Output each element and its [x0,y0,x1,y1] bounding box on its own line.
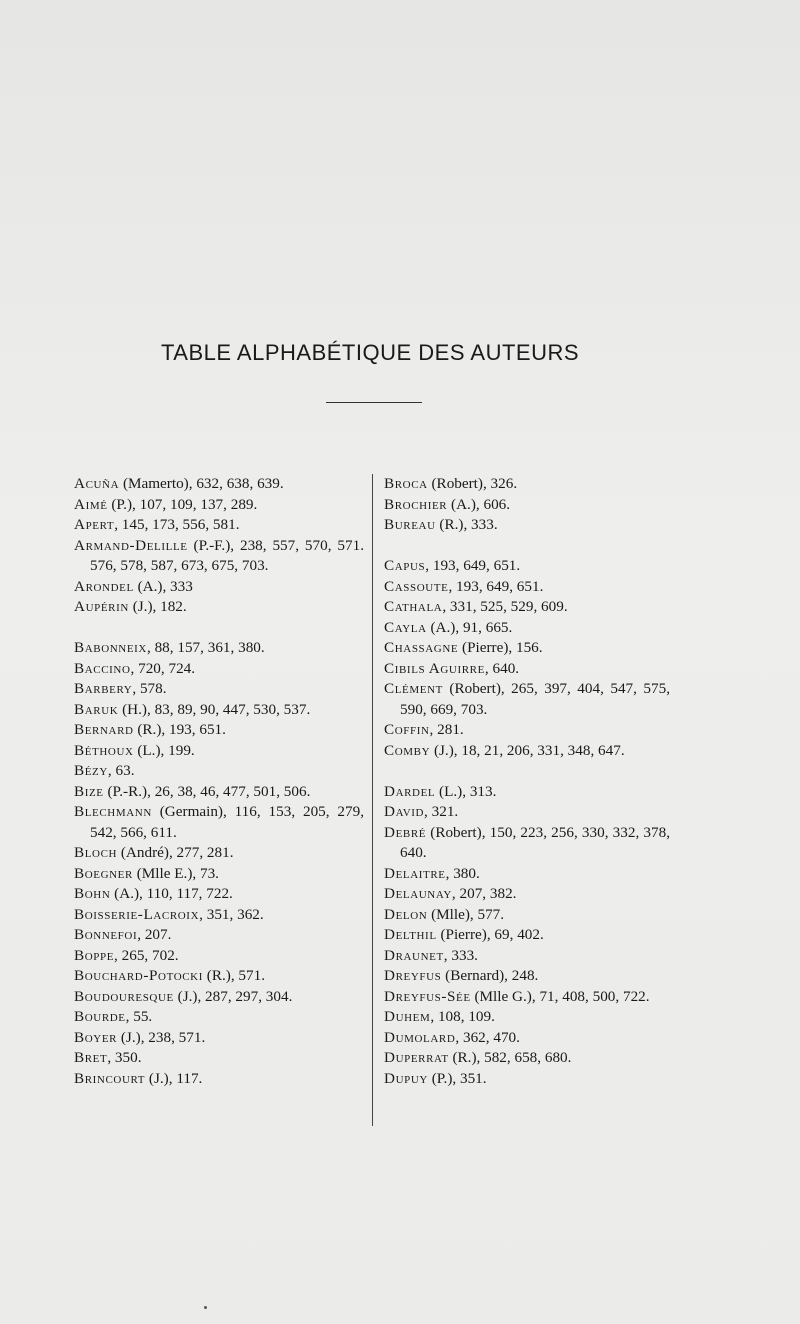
author-name: Boegner [74,864,133,882]
author-name: Coffin [384,721,430,738]
author-name: Bret [74,1049,108,1066]
index-entry [74,966,364,987]
page-references: (A.), 91, 665. [426,618,513,636]
page-references: , 351, 362. [199,905,264,923]
index-entry [74,905,364,926]
author-name: Dumolard [384,1028,456,1046]
author-name: Armand-Delille [74,536,188,554]
author-name: Dupuy [384,1069,428,1087]
index-entry [74,802,364,843]
index-entry [384,864,670,885]
author-name: Blechmann [74,803,152,820]
index-entry [74,1048,364,1069]
page-references: (J.), 287, 297, 304. [173,987,293,1005]
index-entry [384,659,670,680]
author-name: Capus [384,557,426,574]
index-entry [74,536,364,577]
page-references: (L.), 199. [133,741,195,759]
page-references: (Robert), 265, 397, 404, 547, 575, 590, 669, 703. [400,680,670,718]
index-entry [74,741,364,762]
page-references: (P.-F.), 238, 557, 570, 571. 576, 578, 587, 673, 675, 703. [90,536,364,574]
page-references: , 265, 702. [114,946,179,964]
index-column-left [74,474,364,1089]
author-name: Baruk [74,700,119,718]
page-references: , 207. [137,926,172,943]
page-references: , 193, 649, 651. [448,577,544,595]
author-name: Clément [384,680,443,697]
author-name: Arondel [74,577,134,595]
page-references: (A.), 333 [133,577,193,595]
page-references: (Mlle G.), 71, 408, 500, 722. [470,987,650,1005]
letter-group-gap [384,761,670,782]
page-references: (J.), 238, 571. [117,1028,206,1046]
author-name: Bouchard-Potocki [74,967,203,984]
index-entry [384,720,670,741]
index-entry [384,823,670,864]
page-references: (Pierre), 156. [458,639,543,656]
index-entry [384,987,670,1008]
author-name: Bourde [74,1008,126,1025]
index-entry [74,577,364,598]
page-references: (P.), 351. [427,1069,487,1087]
index-entry [384,577,670,598]
author-name: Bize [74,782,104,800]
page-references: , 55. [125,1008,153,1025]
page-references: , 578. [132,680,167,697]
author-name: Boyer [74,1028,118,1046]
author-name: Bohn [74,885,111,902]
page-references: , 720, 724. [130,659,196,677]
author-name: Cassoute [384,577,449,595]
index-entry [384,1028,670,1049]
author-name: Bernard [74,721,134,738]
index-entry [74,884,364,905]
page-references: (Robert), 150, 223, 256, 330, 332, 378, 640. [400,823,670,861]
author-name: Draunet [384,946,444,964]
page-references: (Mlle E.), 73. [132,864,219,882]
page-references: (L.), 313. [435,782,497,800]
index-entry [74,1028,364,1049]
author-name: Boisserie-Lacroix [74,905,200,923]
index-entry [384,905,670,926]
author-name: Delthil [384,926,437,943]
page-references: , 640. [484,659,520,677]
page-references: , 281. [429,721,464,738]
author-name: David [384,803,425,820]
index-entry [384,597,670,618]
author-name: Cathala [384,598,443,615]
index-entry [384,802,670,823]
index-entry [384,679,670,720]
index-entry [74,864,364,885]
index-entry [384,741,670,762]
author-name: Boppe [74,946,115,964]
page-references: (J.), 18, 21, 206, 331, 348, 647. [430,741,625,759]
page-title: TABLE ALPHABÉTIQUE DES AUTEURS [160,340,580,365]
page-references: , 108, 109. [430,1008,495,1025]
author-name: Cibils Aguirre [384,659,485,677]
page-references: (A.), 110, 117, 722. [110,885,233,902]
page-references: , 333. [443,946,478,964]
index-entry [74,761,364,782]
index-entry [74,679,364,700]
page-references: (Mamerto), 632, 638, 639. [119,475,284,492]
index-entry [74,659,364,680]
author-name: Debré [384,823,427,841]
index-entry [74,843,364,864]
page-references: , 207, 382. [451,885,517,902]
author-name: Apert [74,516,115,533]
page-references: (P.), 107, 109, 137, 289. [107,495,258,513]
index-entry [74,700,364,721]
index-entry [384,884,670,905]
index-entry [74,1069,364,1090]
index-entry [384,925,670,946]
author-name: Boudouresque [74,987,174,1005]
index-entry [74,720,364,741]
author-name: Delaitre [384,864,446,882]
index-column-right [384,474,670,1089]
author-name: Dreyfus [384,967,442,984]
author-name: Brochier [384,495,448,513]
letter-group-gap [384,536,670,557]
author-name: Comby [384,741,431,759]
page-references: (Pierre), 69, 402. [436,926,544,943]
index-entry [384,474,670,495]
title-rule [326,402,422,403]
page-references: (J.), 117. [145,1069,203,1087]
page-references: , 63. [107,762,135,779]
index-entry [74,925,364,946]
page-references: , 88, 157, 361, 380. [146,639,265,656]
page-references: (H.), 83, 89, 90, 447, 530, 537. [118,700,311,718]
page-references: (R.), 582, 658, 680. [448,1049,572,1066]
letter-group-gap [74,618,364,639]
page-references: , 362, 470. [455,1028,520,1046]
page-references: (P.-R.), 26, 38, 46, 477, 501, 506. [103,782,311,800]
page-references: (R.), 333. [435,516,498,533]
author-name: Baccino [74,659,131,677]
page-references: , 193, 649, 651. [425,557,521,574]
author-name: Bureau [384,516,436,533]
author-name: Bonnefoi [74,926,138,943]
author-name: Dardel [384,782,436,800]
index-entry [384,515,670,536]
author-name: Acuña [74,475,120,492]
index-entry [74,597,364,618]
page-references: (J.), 182. [128,598,187,615]
page-references: , 145, 173, 556, 581. [114,516,240,533]
index-entry [74,515,364,536]
author-name: Brincourt [74,1069,146,1087]
page-mark [204,1306,207,1309]
column-divider [372,474,373,1126]
author-name: Bloch [74,844,118,861]
author-name: Dreyfus-Sée [384,987,471,1005]
page-references: , 350. [107,1049,142,1066]
author-name: Bézy [74,762,108,779]
page-references: , 331, 525, 529, 609. [442,598,568,615]
page-references: (Robert), 326. [427,475,518,492]
index-entry [74,1007,364,1028]
index-entry [74,946,364,967]
index-entry [74,638,364,659]
page-references: (Mlle), 577. [427,905,505,923]
index-entry [384,1048,670,1069]
author-name: Béthoux [74,741,134,759]
index-entry [74,474,364,495]
index-entry [74,495,364,516]
index-entry [384,618,670,639]
author-name: Aimé [74,495,108,513]
index-entry [74,987,364,1008]
page-references: (Germain), 116, 153, 205, 279, 542, 566, 611. [90,803,364,841]
author-name: Duhem [384,1008,431,1025]
page-references: (André), 277, 281. [117,844,234,861]
index-entry [384,946,670,967]
author-name: Delon [384,905,428,923]
index-entry [384,782,670,803]
index-entry [384,495,670,516]
author-name: Duperrat [384,1049,449,1066]
index-entry [384,1007,670,1028]
page-references: (Bernard), 248. [441,967,539,984]
index-entry [74,782,364,803]
index-entry [384,638,670,659]
index-entry [384,966,670,987]
page-references: (R.), 571. [202,967,265,984]
page-references: (R.), 193, 651. [133,721,226,738]
author-name: Delaunay [384,885,452,902]
author-name: Aupérin [74,598,129,615]
author-name: Cayla [384,618,427,636]
author-name: Chassagne [384,639,459,656]
page-references: , 321. [424,803,459,820]
page-references: , 380. [445,864,480,882]
author-name: Babonneix [74,639,147,656]
index-entry [384,556,670,577]
index-entry [384,1069,670,1090]
page-references: (A.), 606. [447,495,511,513]
author-name: Broca [384,475,428,492]
author-name: Barbery [74,680,133,697]
